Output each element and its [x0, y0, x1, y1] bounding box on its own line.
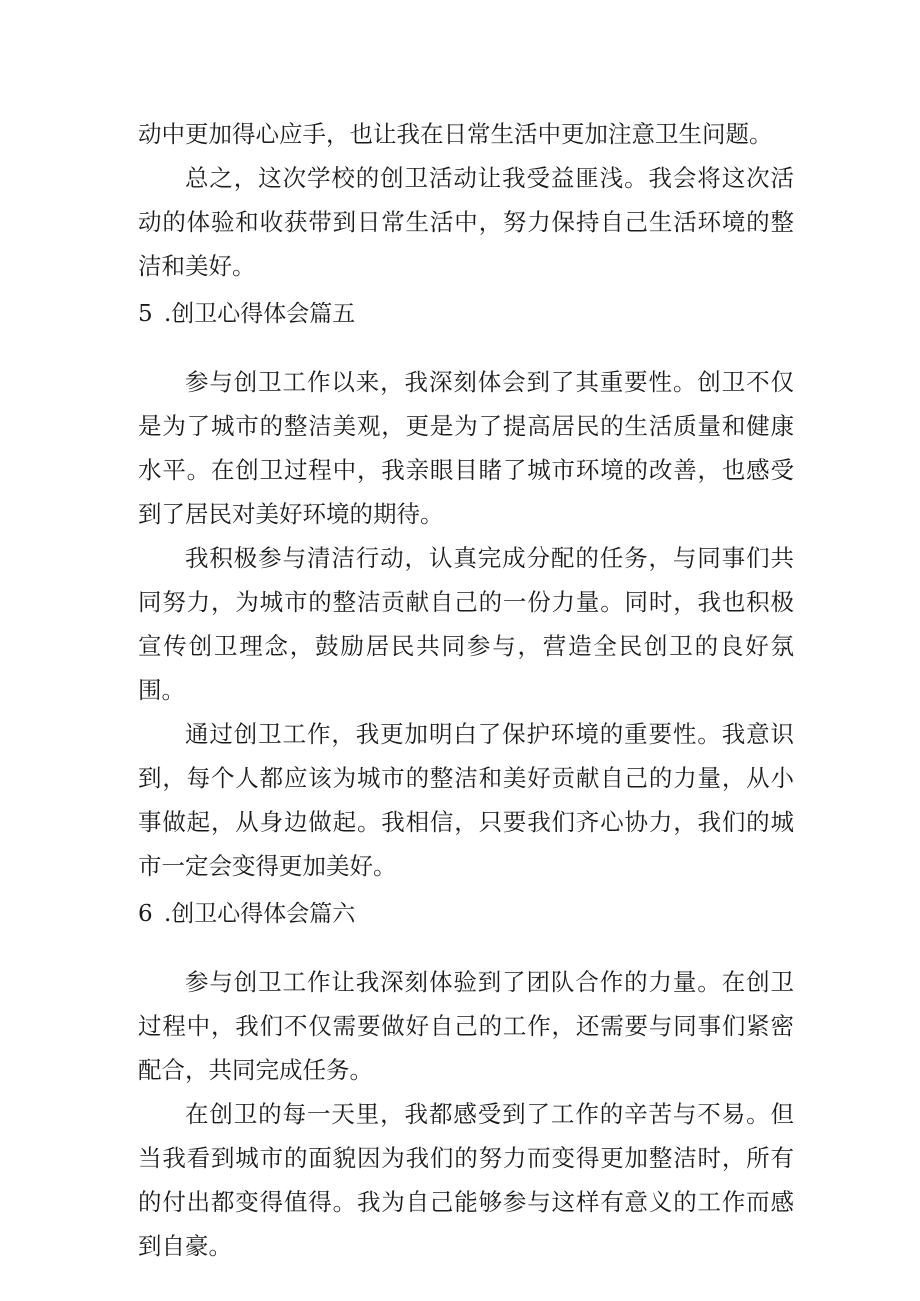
- paragraph: 我积极参与清洁行动，认真完成分配的任务，与同事们共同努力，为城市的整洁贡献自己的一份力量。同时，我也积极宣传创卫理念，鼓励居民共同参与，营造全民创卫的良好氛围。: [138, 544, 794, 704]
- document-body: [138, 112, 794, 1268]
- paragraph: 参与创卫工作以来，我深刻体会到了其重要性。创卫不仅是为了城市的整洁美观，更是为了提高居民的生活质量和健康水平。在创卫过程中，我亲眼目睹了城市环境的改善，也感受到了居民对美好环境的期待。: [138, 368, 794, 528]
- paragraph: 参与创卫工作让我深刻体验到了团队合作的力量。在创卫过程中，我们不仅需要做好自己的工作，还需要与同事们紧密配合，共同完成任务。: [138, 968, 794, 1084]
- section-number: 6: [138, 901, 153, 927]
- paragraph-continued: 动中更加得心应手，也让我在日常生活中更加注意卫生问题。: [138, 120, 773, 148]
- paragraph-summary: 总之，这次学校的创卫活动让我受益匪浅。我会将这次活动的体验和收获带到日常生活中，努力保持自己生活环境的整洁和美好。: [138, 164, 794, 280]
- paragraph: 在创卫的每一天里，我都感受到了工作的辛苦与不易。但当我看到城市的面貌因为我们的努力而变得更加整洁时，所有的付出都变得值得。我为自己能够参与这样有意义的工作而感到自豪。: [138, 1100, 794, 1260]
- paragraph: 通过创卫工作，我更加明白了保护环境的重要性。我意识到，每个人都应该为城市的整洁和美好贡献自己的力量，从小事做起，从身边做起。我相信，只要我们齐心协力，我们的城市一定会变得更加美好。: [138, 720, 794, 880]
- section-heading-6: [138, 892, 794, 936]
- section-heading-5: [138, 292, 794, 336]
- section-number: 5: [138, 301, 153, 327]
- section-title: .创卫心得体会篇六: [164, 901, 356, 927]
- section-title: .创卫心得体会篇五: [164, 301, 356, 327]
